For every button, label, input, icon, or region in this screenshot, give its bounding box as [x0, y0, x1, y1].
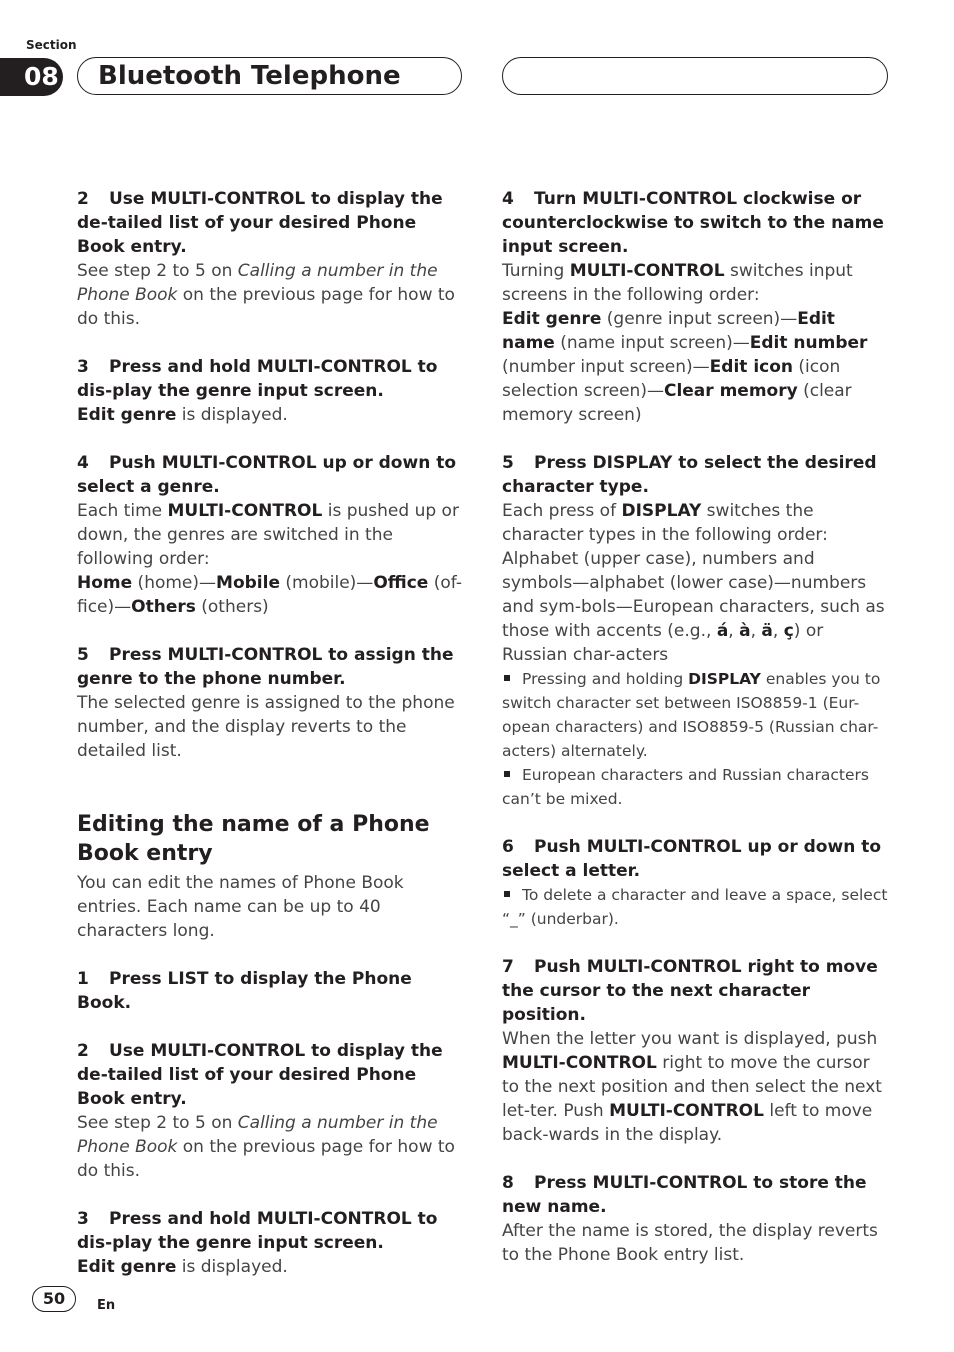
step-3-genre-screen [77, 355, 465, 427]
edit-step-3-genre-screen [77, 1207, 465, 1279]
step-title: 4 Turn MULTI-CONTROL clockwise or counterclockwise to switch to the name input screen. [502, 189, 884, 257]
edit-step-2-select-entry [77, 1039, 465, 1183]
step-body: When the letter you want is displayed, push MULTI-CONTROL right to move the cursor to the next position and then select the next let-ter. Push MULTI-CONTROL left to move back-wards in the display. [502, 1029, 882, 1145]
step-title: 2 Use MULTI-CONTROL to display the de-tailed list of your desired Phone Book entry. [77, 189, 443, 257]
bullet-square-icon [504, 771, 510, 777]
step-8-store-name [502, 1171, 890, 1267]
section-label: Section [26, 38, 77, 52]
note-charset: Pressing and holding DISPLAY enables you to switch character set between ISO8859-1 (Eur-opean characters) and ISO8859-5 (Russian char-acters) alternately. [502, 670, 881, 760]
edit-step-1-list [77, 967, 465, 1015]
step-2-select-entry [77, 187, 465, 331]
step-body: Edit genre is displayed. [77, 405, 288, 425]
bullet-square-icon [504, 675, 510, 681]
step-title: 5 Press DISPLAY to select the desired character type. [502, 453, 877, 497]
section-intro: You can edit the names of Phone Book entries. Each name can be up to 40 characters long. [77, 873, 404, 941]
empty-header-box [502, 57, 888, 95]
step-4-select-genre [77, 451, 465, 619]
step-4-name-screen [502, 187, 890, 427]
section-title: Bluetooth Telephone [98, 61, 401, 91]
cross-reference: Calling a number in the Phone Book [77, 261, 438, 305]
step-body: Turning MULTI-CONTROL switches input screens in the following order: [502, 261, 853, 305]
screen-order: Edit genre (genre input screen)—Edit name (name input screen)—Edit number (number input screen)—Edit icon (icon selection screen)—Clear memory (clear memory screen) [502, 309, 868, 425]
language-code: En [97, 1298, 116, 1313]
genre-order: Home (home)—Mobile (mobile)—Office (of-fice)—Others (others) [77, 573, 462, 617]
step-6-select-letter [502, 835, 890, 931]
step-5-character-type [502, 451, 890, 811]
step-title: 2 Use MULTI-CONTROL to display the de-tailed list of your desired Phone Book entry. [77, 1041, 443, 1109]
step-body: See step 2 to 5 on Calling a number in the Phone Book on the previous page for how to do this. [77, 1113, 455, 1181]
step-body: See step 2 to 5 on Calling a number in the Phone Book on the previous page for how to do this. [77, 261, 455, 329]
step-7-move-cursor [502, 955, 890, 1147]
step-title: 3 Press and hold MULTI-CONTROL to dis-play the genre input screen. [77, 1209, 438, 1253]
section-heading: Editing the name of a Phone Book entry [77, 812, 430, 866]
bullet-square-icon [504, 891, 510, 897]
step-body: Edit genre is displayed. [77, 1257, 288, 1277]
section-number-badge: 08 [0, 58, 63, 96]
character-order: Alphabet (upper case), numbers and symbols—alphabet (lower case)—numbers and sym-bols—European characters, such as those with accents (e.g., á, à, ä, ç) or Russian char-acters [502, 549, 885, 665]
step-body: The selected genre is assigned to the phone number, and the display reverts to the detailed list. [77, 693, 455, 761]
page-number: 50 [32, 1286, 76, 1312]
step-title: 3 Press and hold MULTI-CONTROL to dis-play the genre input screen. [77, 357, 438, 401]
step-5-assign-genre [77, 643, 465, 763]
step-title: 6 Push MULTI-CONTROL up or down to select a letter. [502, 837, 882, 881]
step-body: Each press of DISPLAY switches the character types in the following order: [502, 501, 828, 545]
step-body: After the name is stored, the display reverts to the Phone Book entry list. [502, 1221, 878, 1265]
step-body: Each time MULTI-CONTROL is pushed up or down, the genres are switched in the following order: [77, 501, 459, 569]
note-underbar: To delete a character and leave a space, select “_” (underbar). [502, 886, 888, 928]
section-title-box [77, 57, 462, 95]
step-title: 8 Press MULTI-CONTROL to store the new name. [502, 1173, 867, 1217]
cross-reference: Calling a number in the Phone Book [77, 1113, 438, 1157]
step-title: 5 Press MULTI-CONTROL to assign the genre to the phone number. [77, 645, 454, 689]
step-title: 1 Press LIST to display the Phone Book. [77, 969, 412, 1013]
left-column [77, 187, 465, 1303]
step-title: 4 Push MULTI-CONTROL up or down to select a genre. [77, 453, 457, 497]
step-title: 7 Push MULTI-CONTROL right to move the cursor to the next character position. [502, 957, 878, 1025]
note-no-mixing: European characters and Russian characters can’t be mixed. [502, 766, 869, 808]
right-column [502, 187, 890, 1291]
